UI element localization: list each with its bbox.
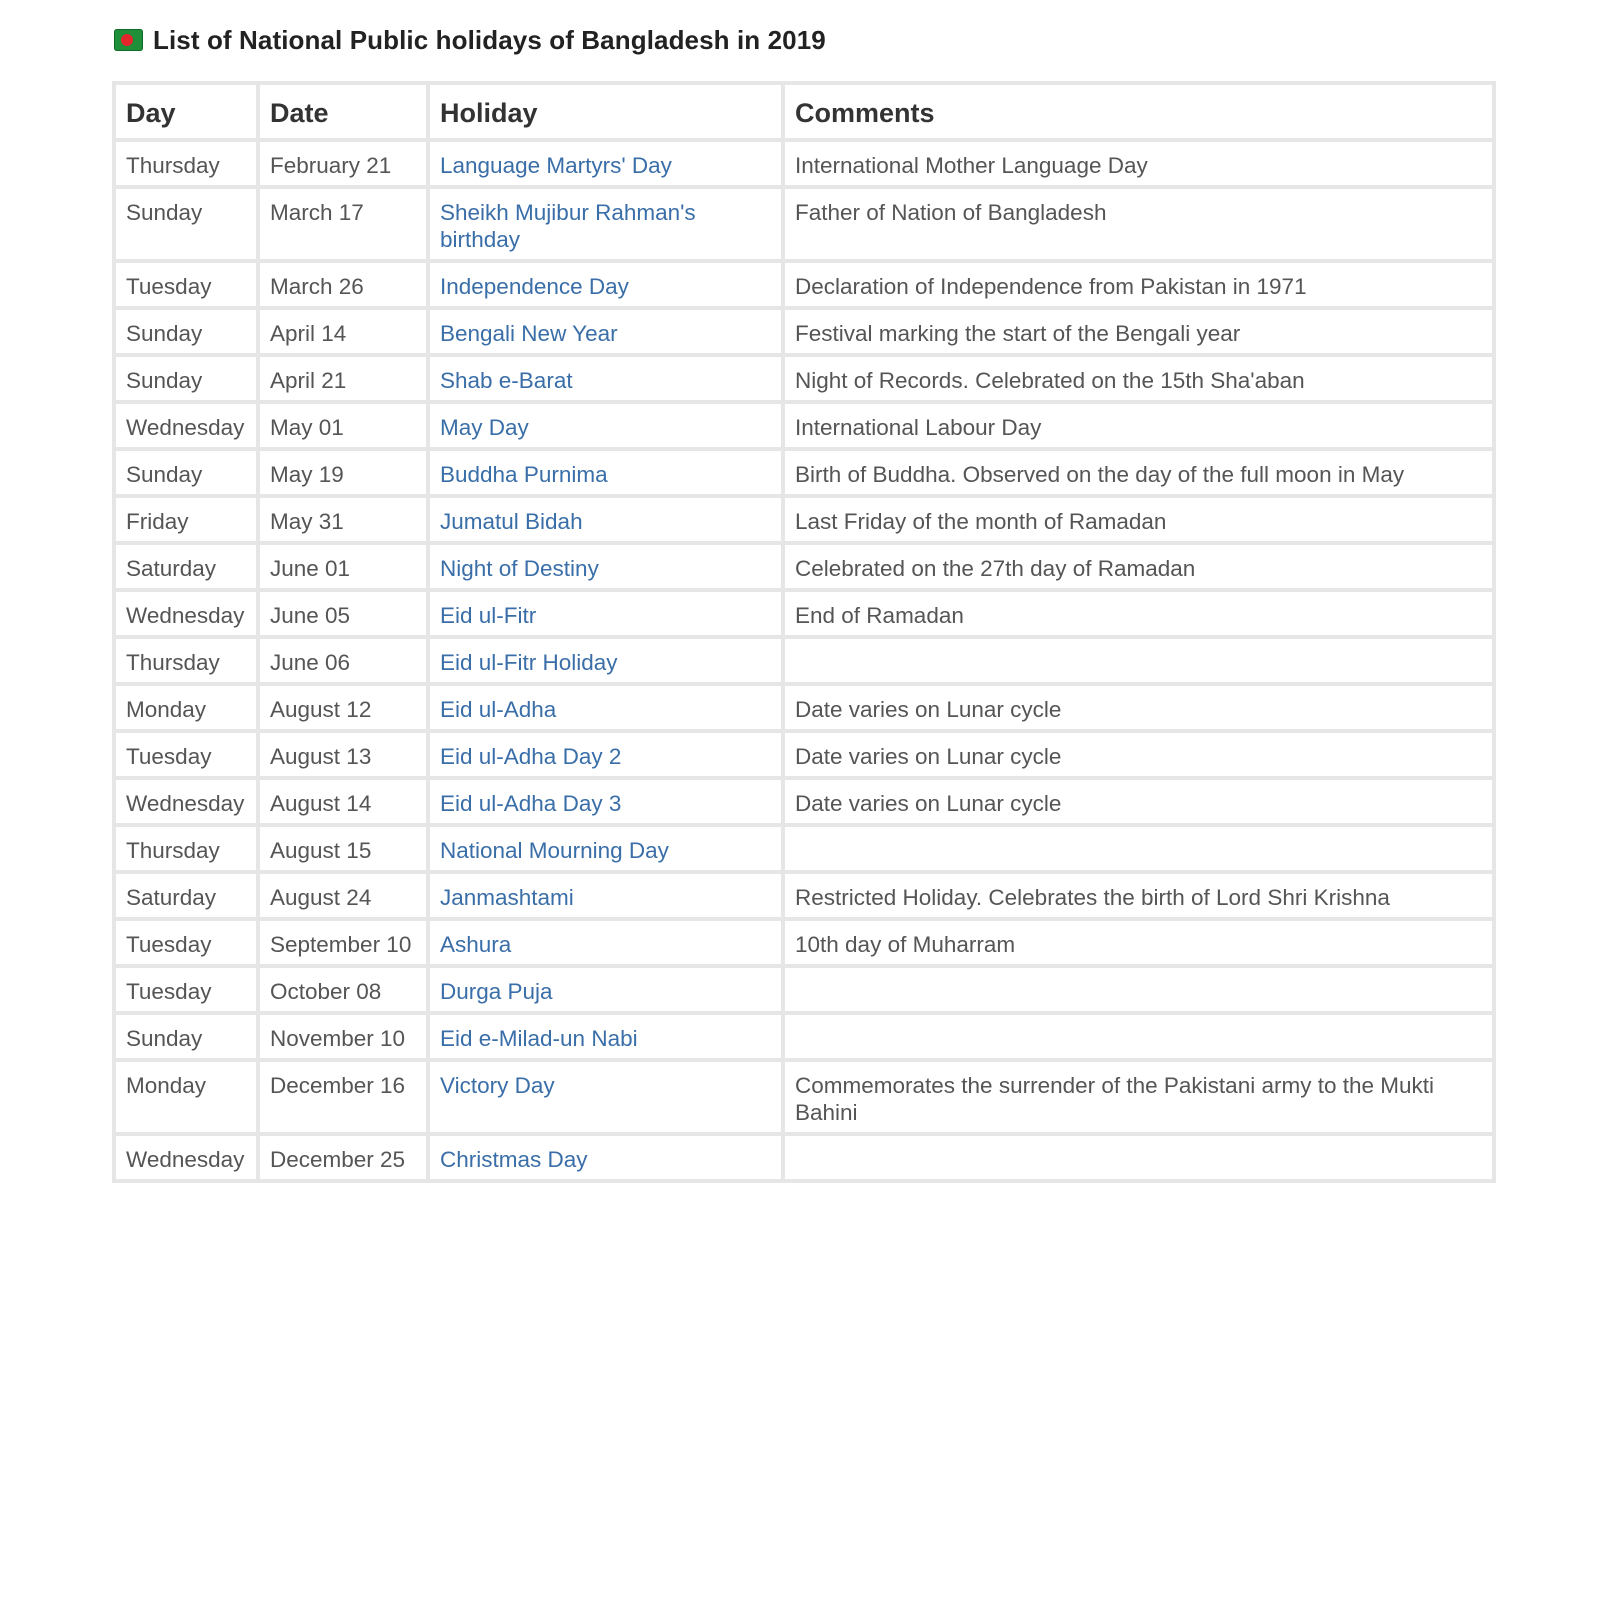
cell-day: Saturday — [116, 874, 256, 917]
cell-date: March 17 — [260, 189, 426, 259]
cell-date: August 13 — [260, 733, 426, 776]
holidays-table — [112, 81, 1496, 1183]
cell-date: December 16 — [260, 1062, 426, 1132]
table-row — [116, 1015, 1492, 1058]
cell-comments: End of Ramadan — [785, 592, 1492, 635]
holiday-link[interactable]: Eid ul-Adha Day 3 — [430, 780, 781, 823]
holiday-link[interactable]: May Day — [430, 404, 781, 447]
cell-comments: Declaration of Independence from Pakistan in 1971 — [785, 263, 1492, 306]
cell-comments — [785, 1015, 1492, 1058]
table-row — [116, 921, 1492, 964]
cell-comments — [785, 968, 1492, 1011]
table-row — [116, 968, 1492, 1011]
cell-comments: Festival marking the start of the Bengali year — [785, 310, 1492, 353]
table-header — [116, 85, 1492, 138]
cell-comments: Birth of Buddha. Observed on the day of the full moon in May — [785, 451, 1492, 494]
cell-day: Sunday — [116, 189, 256, 259]
cell-comments: Date varies on Lunar cycle — [785, 780, 1492, 823]
table-row — [116, 1062, 1492, 1132]
cell-date: February 21 — [260, 142, 426, 185]
header-row — [116, 85, 1492, 138]
cell-day: Monday — [116, 1062, 256, 1132]
cell-date: June 05 — [260, 592, 426, 635]
cell-comments — [785, 1136, 1492, 1179]
holiday-link[interactable]: Eid e-Milad-un Nabi — [430, 1015, 781, 1058]
cell-day: Wednesday — [116, 592, 256, 635]
holiday-link[interactable]: Sheikh Mujibur Rahman's birthday — [430, 189, 781, 259]
holiday-link[interactable]: National Mourning Day — [430, 827, 781, 870]
cell-comments — [785, 827, 1492, 870]
cell-comments: 10th day of Muharram — [785, 921, 1492, 964]
holiday-link[interactable]: Eid ul-Fitr Holiday — [430, 639, 781, 682]
cell-day: Wednesday — [116, 780, 256, 823]
cell-day: Wednesday — [116, 1136, 256, 1179]
table-row — [116, 592, 1492, 635]
cell-day: Thursday — [116, 142, 256, 185]
cell-day: Tuesday — [116, 263, 256, 306]
cell-comments: Date varies on Lunar cycle — [785, 733, 1492, 776]
table-row — [116, 142, 1492, 185]
holiday-link[interactable]: Eid ul-Fitr — [430, 592, 781, 635]
holiday-link[interactable]: Buddha Purnima — [430, 451, 781, 494]
cell-date: November 10 — [260, 1015, 426, 1058]
cell-day: Sunday — [116, 310, 256, 353]
cell-date: May 31 — [260, 498, 426, 541]
cell-comments: Commemorates the surrender of the Pakistani army to the Mukti Bahini — [785, 1062, 1492, 1132]
cell-comments — [785, 639, 1492, 682]
table-row — [116, 357, 1492, 400]
table-row — [116, 827, 1492, 870]
cell-day: Sunday — [116, 357, 256, 400]
cell-day: Wednesday — [116, 404, 256, 447]
holiday-link[interactable]: Durga Puja — [430, 968, 781, 1011]
bangladesh-flag-icon — [114, 29, 143, 51]
table-row — [116, 404, 1492, 447]
column-header-day: Day — [116, 85, 256, 138]
cell-day: Thursday — [116, 639, 256, 682]
cell-comments: Restricted Holiday. Celebrates the birth of Lord Shri Krishna — [785, 874, 1492, 917]
column-header-holiday: Holiday — [430, 85, 781, 138]
table-row — [116, 874, 1492, 917]
table-row — [116, 189, 1492, 259]
table-row — [116, 451, 1492, 494]
cell-day: Monday — [116, 686, 256, 729]
cell-comments: Date varies on Lunar cycle — [785, 686, 1492, 729]
table-row — [116, 545, 1492, 588]
cell-date: August 15 — [260, 827, 426, 870]
table-row — [116, 1136, 1492, 1179]
page-header — [114, 20, 826, 60]
cell-comments: International Mother Language Day — [785, 142, 1492, 185]
cell-day: Thursday — [116, 827, 256, 870]
page-title: List of National Public holidays of Bangladesh in 2019 — [153, 24, 826, 55]
table-row — [116, 780, 1492, 823]
cell-date: August 14 — [260, 780, 426, 823]
table-body — [116, 142, 1492, 1179]
holiday-link[interactable]: Night of Destiny — [430, 545, 781, 588]
cell-day: Tuesday — [116, 921, 256, 964]
table-row — [116, 310, 1492, 353]
cell-day: Sunday — [116, 1015, 256, 1058]
holiday-link[interactable]: Eid ul-Adha — [430, 686, 781, 729]
holiday-link[interactable]: Christmas Day — [430, 1136, 781, 1179]
cell-date: March 26 — [260, 263, 426, 306]
table-row — [116, 639, 1492, 682]
column-header-date: Date — [260, 85, 426, 138]
holiday-link[interactable]: Jumatul Bidah — [430, 498, 781, 541]
holiday-link[interactable]: Independence Day — [430, 263, 781, 306]
cell-comments: Father of Nation of Bangladesh — [785, 189, 1492, 259]
column-header-comments: Comments — [785, 85, 1492, 138]
cell-comments: Night of Records. Celebrated on the 15th Sha'aban — [785, 357, 1492, 400]
holiday-link[interactable]: Ashura — [430, 921, 781, 964]
cell-comments: Last Friday of the month of Ramadan — [785, 498, 1492, 541]
cell-date: August 12 — [260, 686, 426, 729]
table-row — [116, 686, 1492, 729]
cell-date: June 01 — [260, 545, 426, 588]
holiday-link[interactable]: Eid ul-Adha Day 2 — [430, 733, 781, 776]
cell-date: September 10 — [260, 921, 426, 964]
cell-day: Tuesday — [116, 733, 256, 776]
cell-date: April 21 — [260, 357, 426, 400]
cell-date: June 06 — [260, 639, 426, 682]
cell-comments: Celebrated on the 27th day of Ramadan — [785, 545, 1492, 588]
cell-comments: International Labour Day — [785, 404, 1492, 447]
holiday-link[interactable]: Shab e-Barat — [430, 357, 781, 400]
flag-red-disc — [121, 34, 133, 46]
table-row — [116, 498, 1492, 541]
cell-date: December 25 — [260, 1136, 426, 1179]
cell-day: Tuesday — [116, 968, 256, 1011]
cell-day: Saturday — [116, 545, 256, 588]
holiday-link[interactable]: Bengali New Year — [430, 310, 781, 353]
holiday-link[interactable]: Janmashtami — [430, 874, 781, 917]
cell-day: Friday — [116, 498, 256, 541]
cell-date: August 24 — [260, 874, 426, 917]
cell-date: October 08 — [260, 968, 426, 1011]
cell-day: Sunday — [116, 451, 256, 494]
holiday-link[interactable]: Victory Day — [430, 1062, 781, 1132]
table-row — [116, 263, 1492, 306]
cell-date: May 19 — [260, 451, 426, 494]
cell-date: April 14 — [260, 310, 426, 353]
table-row — [116, 733, 1492, 776]
holiday-link[interactable]: Language Martyrs' Day — [430, 142, 781, 185]
cell-date: May 01 — [260, 404, 426, 447]
